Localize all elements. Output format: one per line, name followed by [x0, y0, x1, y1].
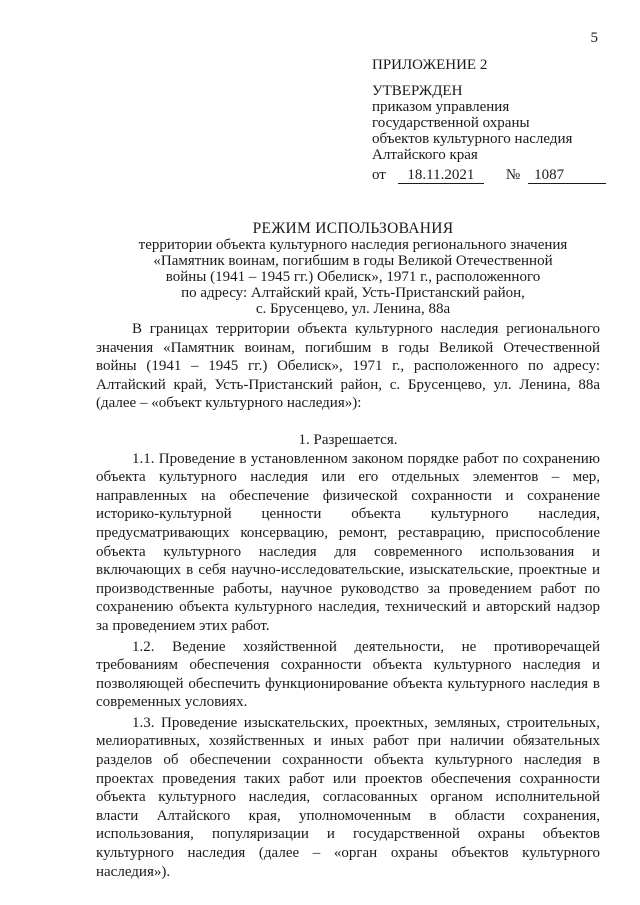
title-line-1: территории объекта культурного наследия регионального значения [138, 237, 568, 253]
title-line-5: с. Брусенцево, ул. Ленина, 88а [255, 301, 451, 317]
page-number: 5 [590, 30, 598, 46]
section-1-heading: 1. Разрешается. [298, 431, 398, 448]
document-title-block [96, 221, 610, 317]
date-label: от [372, 167, 386, 183]
document-body [96, 320, 600, 881]
approval-stamp [372, 57, 612, 184]
item-1-3: 1.3. Проведение изыскательских, проектных, земляных, строительных, мелиоративных, хозяйственных и иных работ при наличии обязательных разделов об обеспечении сохранности объекта культурного наследия в проектах проведения таких работ или проектов обеспечения сохранности объекта культурного наследия, согласованных органом исполнительной власти Алтайского края, уполномоченным в области сохранения, использования, популяризации и государственной охраны объектов культурного наследия (далее – «орган охраны объектов культурного наследия»). [96, 714, 600, 880]
item-1-1: 1.1. Проведение в установленном законом порядке работ по сохранению объекта культурного наследия или его отдельных элементов – мер, направленных на обеспечение физической сохранности и сохранение историко-культурной ценности объекта культурного наследия, предусматривающих консервацию, ремонт, реставрацию, приспособление объекта культурного наследия для современного использования и включающих в себя научно-исследовательские, изыскательские, проектные и производственные работы, научное руководство за проведением работ по сохранению объекта культурного наследия, технический и авторский надзор за проведением этих работ. [96, 450, 600, 634]
order-date-number-line [372, 167, 612, 184]
title-line-2: «Памятник воинам, погибшим в годы Великой Отечественной [153, 253, 553, 269]
appendix-label: ПРИЛОЖЕНИЕ 2 [372, 57, 488, 73]
order-line-2: государственной охраны [372, 115, 530, 131]
document-title: РЕЖИМ ИСПОЛЬЗОВАНИЯ [252, 220, 454, 237]
title-line-3: войны (1941 – 1945 гг.) Обелиск», 1971 г., расположенного [165, 269, 541, 285]
order-line-4: Алтайского края [372, 147, 478, 163]
number-label: № [505, 167, 521, 183]
item-1-2: 1.2. Ведение хозяйственной деятельности, не противоречащей требованиям обеспечения сохранности объекта культурного наследия и позволяющей обеспечить функционирование объекта культурного наследия в современных условиях. [96, 638, 600, 711]
order-date: 18.11.2021 [398, 168, 484, 184]
order-line-3: объектов культурного наследия [372, 131, 573, 147]
title-line-4: по адресу: Алтайский край, Усть-Пристанский район, [181, 285, 525, 301]
approved-label: УТВЕРЖДЕН [372, 83, 463, 99]
order-number: 1087 [528, 168, 606, 184]
intro-paragraph: В границах территории объекта культурного наследия регионального значения «Памятник воинам, погибшим в годы Великой Отечественной войны (1941 – 1945 гг.) Обелиск», 1971 г., расположенного по адресу: Алтайский край, Усть-Пристанский район, с. Брусенцево, ул. Ленина, 88а (далее – «объект культурного наследия»): [96, 321, 600, 412]
order-line-1: приказом управления [372, 99, 510, 115]
